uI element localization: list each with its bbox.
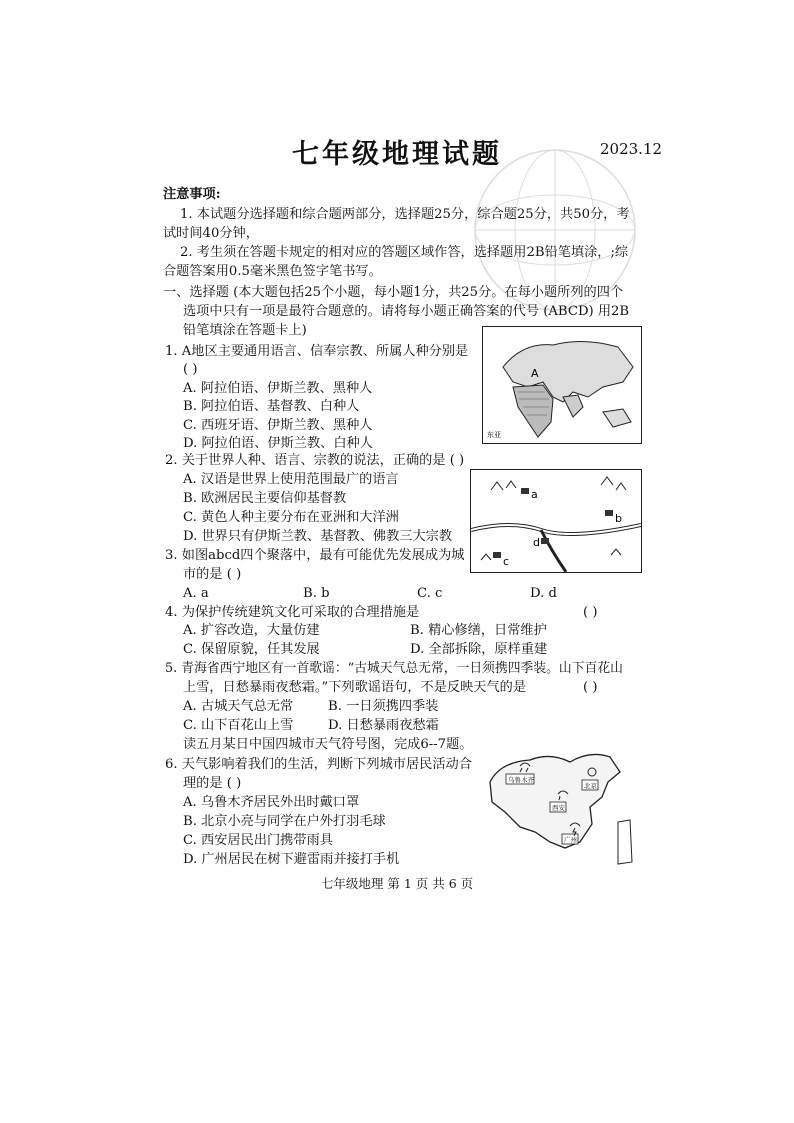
q3-option-b: B. b xyxy=(303,586,330,601)
settlement-label-b: b xyxy=(615,512,622,525)
q5-stem: 5. 青海省西宁地区有一首歌谣：“古城天气总无常，一日须携四季装。山下百花山 xyxy=(165,661,623,676)
settlement-label-c: c xyxy=(503,555,510,568)
q6-stem-2: 理的是 ( ) xyxy=(183,776,242,791)
settlement-label-a: a xyxy=(531,488,538,501)
q5-option-c: C. 山下百花山上雪 xyxy=(183,718,294,733)
settlement-map xyxy=(470,469,642,573)
notice-line-1: 1. 本试题分选择题和综合题两部分，选择题25分，综合题25分，共50分，考 xyxy=(180,207,630,222)
q5-paren: ( ) xyxy=(583,680,598,695)
q6-stem: 6. 天气影响着我们的生活，判断下列城市居民活动合 xyxy=(165,757,472,772)
q3-option-a: A. a xyxy=(183,586,209,601)
q2-option-a: A. 汉语是世界上使用范围最广的语言 xyxy=(183,472,399,487)
q4-option-d: D. 全部拆除，原样重建 xyxy=(410,642,548,657)
notice-line-2b: 合题答案用0.5毫米黑色签字笔书写。 xyxy=(163,264,382,279)
city-label-guangzhou: 广州 xyxy=(564,836,577,844)
q6-option-b: B. 北京小亮与同学在户外打羽毛球 xyxy=(183,814,386,829)
q1-option-d: D. 阿拉伯语、伊斯兰教、白种人 xyxy=(183,436,373,451)
q3-option-c: C. c xyxy=(417,586,443,601)
q4-paren: ( ) xyxy=(583,605,598,620)
q5-option-d: D. 日愁暴雨夜愁霜 xyxy=(328,718,439,733)
exam-date: 2023.12 xyxy=(600,140,663,158)
q1-option-b: B. 阿拉伯语、基督教、白种人 xyxy=(183,399,360,414)
world-map-label-a: A xyxy=(531,367,539,380)
q4-stem: 4. 为保护传统建筑文化可采取的合理措施是 xyxy=(165,605,420,620)
city-label-beijing: 北京 xyxy=(584,782,597,790)
q5-option-a: A. 古城天气总无常 xyxy=(183,699,294,714)
q6-option-c: C. 西安居民出门携带雨具 xyxy=(183,833,333,848)
section-1-line-3: 铅笔填涂在答题卡上) xyxy=(183,323,307,338)
world-map-corner-label: 东亚 xyxy=(487,431,501,439)
q5-option-b: B. 一日须携四季装 xyxy=(328,699,439,714)
q1-option-a: A. 阿拉伯语、伊斯兰教、黑种人 xyxy=(183,381,373,396)
city-label-urumqi: 乌鲁木齐 xyxy=(508,776,534,784)
q2-option-b: B. 欧洲居民主要信仰基督教 xyxy=(183,491,347,506)
q1-paren: ( ) xyxy=(183,362,198,377)
settlement-label-d: d xyxy=(533,536,540,549)
q6-option-a: A. 乌鲁木齐居民外出时戴口罩 xyxy=(183,795,360,810)
q1-stem: 1. A地区主要通用语言、信奉宗教、所属人种分别是 xyxy=(165,344,469,359)
section-1-line-2: 选项中只有一项是最符合题意的。请将每小题正确答案的代号 (ABCD) 用2B xyxy=(183,304,630,319)
city-label-xian: 西安 xyxy=(552,804,565,812)
q2-stem: 2. 关于世界人种、语言、宗教的说法，正确的是 ( ) xyxy=(165,453,465,468)
world-map xyxy=(482,326,642,444)
q4-option-c: C. 保留原貌，任其发展 xyxy=(183,642,320,657)
q6-option-d: D. 广州居民在树下避雷雨并接打手机 xyxy=(183,852,400,867)
q3-stem-2: 市的是 ( ) xyxy=(183,567,242,582)
q3-stem: 3. 如图abcd四个聚落中，最有可能优先发展成为城 xyxy=(165,548,465,563)
q5-stem-2: 上雪，日愁暴雨夜愁霜。”下列歌谣语句，不是反映天气的是 xyxy=(183,680,527,695)
q2-option-d: D. 世界只有伊斯兰教、基督教、佛教三大宗教 xyxy=(183,529,453,544)
section-1-line-1: 一、选择题 (本大题包括25个小题，每小题1分，共25分。在每小题所列的四个 xyxy=(163,285,624,300)
q3-option-d: D. d xyxy=(530,586,557,601)
page-title: 七年级地理试题 xyxy=(292,139,502,170)
notice-heading: 注意事项: xyxy=(163,187,221,202)
notice-line-2: 2. 考生须在答题卡规定的相对应的答题区域作答，选择题用2B铅笔填涂，;综 xyxy=(180,245,629,260)
q4-option-a: A. 扩容改造，大量仿建 xyxy=(183,623,320,638)
notice-line-1b: 试时间40分钟， xyxy=(163,226,259,241)
q4-option-b: B. 精心修缮，日常维护 xyxy=(410,623,547,638)
china-weather-map xyxy=(480,742,640,870)
q1-option-c: C. 西班牙语、伊斯兰教、黑种人 xyxy=(183,418,373,433)
page-footer: 七年级地理 第 1 页 共 6 页 xyxy=(320,876,474,891)
read-instruction: 读五月某日中国四城市天气符号图，完成6--7题。 xyxy=(183,737,473,752)
q2-option-c: C. 黄色人种主要分布在亚洲和大洋洲 xyxy=(183,510,399,525)
